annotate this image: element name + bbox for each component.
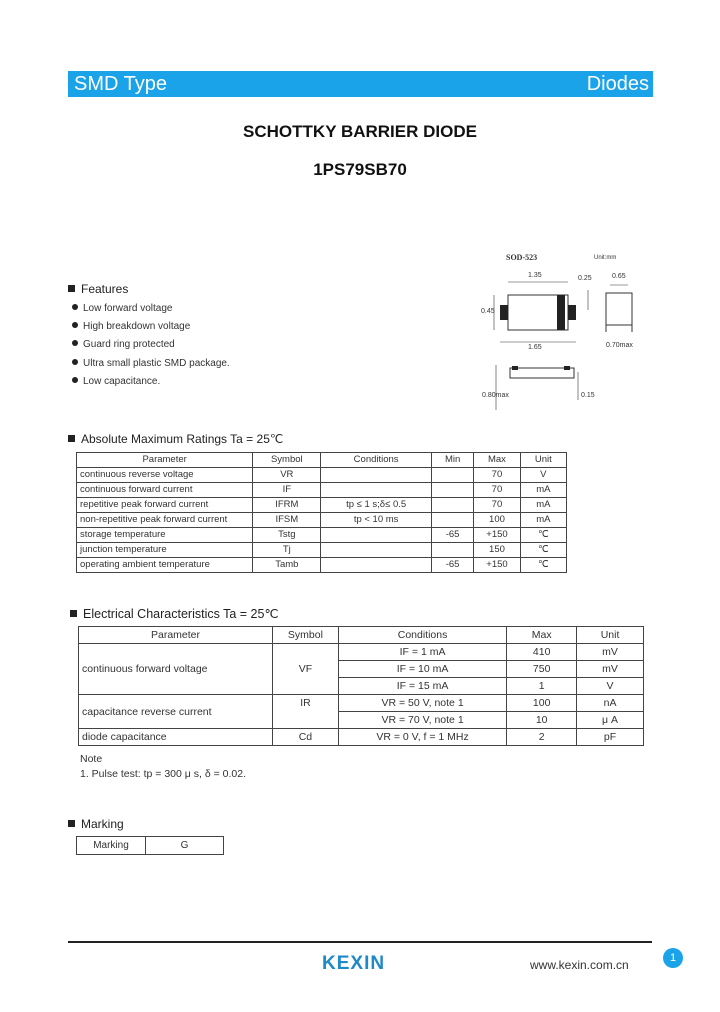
cell: mA bbox=[520, 498, 566, 513]
cell: 150 bbox=[474, 543, 520, 558]
cell: ℃ bbox=[520, 543, 566, 558]
dim-lead: 0.15 bbox=[581, 392, 595, 399]
abs-max-heading: Absolute Maximum Ratings Ta = 25℃ bbox=[68, 432, 283, 446]
cell: 100 bbox=[507, 695, 577, 712]
col-header: Unit bbox=[520, 453, 566, 468]
feature-item: Low capacitance. bbox=[72, 376, 160, 387]
page-number-badge: 1 bbox=[663, 948, 683, 968]
table-header-row bbox=[77, 453, 567, 468]
table-row bbox=[79, 644, 644, 661]
dim-right-top: 0.65 bbox=[612, 273, 626, 280]
dim-bottom: 1.65 bbox=[528, 344, 542, 351]
cell: IFRM bbox=[253, 498, 321, 513]
cell: ℃ bbox=[520, 528, 566, 543]
bullet-dot-icon bbox=[72, 377, 78, 383]
cell: capacitance reverse current bbox=[79, 695, 273, 729]
marking-table bbox=[76, 836, 224, 855]
cell: 410 bbox=[507, 644, 577, 661]
col-header: Min bbox=[431, 453, 473, 468]
dim-top: 1.35 bbox=[528, 272, 542, 279]
bullet-square-icon bbox=[68, 435, 75, 442]
package-name: SOD-523 bbox=[506, 253, 538, 262]
cell: ℃ bbox=[520, 558, 566, 573]
bullet-square-icon bbox=[68, 285, 75, 292]
cell: tp < 10 ms bbox=[321, 513, 432, 528]
table-row bbox=[77, 528, 567, 543]
feature-item: Ultra small plastic SMD package. bbox=[72, 358, 230, 369]
cell: non-repetitive peak forward current bbox=[77, 513, 253, 528]
table-row bbox=[77, 468, 567, 483]
table-row bbox=[77, 483, 567, 498]
cell: nA bbox=[577, 695, 644, 712]
dim-right: 0.70max bbox=[606, 342, 633, 349]
cell: +150 bbox=[474, 558, 520, 573]
package-unit: Unit:mm bbox=[594, 255, 617, 261]
feature-item: Low forward voltage bbox=[72, 303, 173, 314]
cell: μ A bbox=[577, 712, 644, 729]
header-type: Diodes bbox=[586, 73, 649, 95]
table-row bbox=[79, 695, 644, 712]
cell: VR = 50 V, note 1 bbox=[338, 695, 506, 712]
table-header-row bbox=[79, 627, 644, 644]
col-header: Conditions bbox=[321, 453, 432, 468]
cell: Tj bbox=[253, 543, 321, 558]
feature-item: High breakdown voltage bbox=[72, 321, 190, 332]
table-row bbox=[77, 498, 567, 513]
part-number: 1PS79SB70 bbox=[313, 160, 407, 179]
cell bbox=[431, 468, 473, 483]
cell: G bbox=[146, 837, 224, 855]
cell: IR bbox=[273, 695, 339, 729]
footer-url[interactable]: www.kexin.com.cn bbox=[530, 958, 629, 972]
cell: 70 bbox=[474, 468, 520, 483]
table-row bbox=[77, 837, 224, 855]
cell: continuous forward current bbox=[77, 483, 253, 498]
cell: 2 bbox=[507, 729, 577, 746]
cell bbox=[431, 498, 473, 513]
cell: pF bbox=[577, 729, 644, 746]
cell: tp ≤ 1 s;δ≤ 0.5 bbox=[321, 498, 432, 513]
cell bbox=[321, 543, 432, 558]
cell: IF bbox=[253, 483, 321, 498]
note-label: Note bbox=[80, 753, 103, 765]
cell: repetitive peak forward current bbox=[77, 498, 253, 513]
feature-item: Guard ring protected bbox=[72, 339, 175, 350]
cell: 100 bbox=[474, 513, 520, 528]
col-header: Parameter bbox=[79, 627, 273, 644]
cell bbox=[431, 543, 473, 558]
bullet-dot-icon bbox=[72, 322, 78, 328]
cell: VR bbox=[253, 468, 321, 483]
dim-side: 0.45 bbox=[481, 308, 495, 315]
cell: IF = 15 mA bbox=[338, 678, 506, 695]
electrical-table bbox=[78, 626, 644, 746]
cell: -65 bbox=[431, 558, 473, 573]
table-row bbox=[77, 543, 567, 558]
table-row bbox=[79, 729, 644, 746]
cell: IF = 10 mA bbox=[338, 661, 506, 678]
cell: Marking bbox=[77, 837, 146, 855]
cell: continuous reverse voltage bbox=[77, 468, 253, 483]
features-heading: Features bbox=[68, 282, 128, 296]
dim-left: 0.80max bbox=[482, 392, 509, 399]
col-header: Max bbox=[474, 453, 520, 468]
document-title: SCHOTTKY BARRIER DIODE bbox=[243, 122, 477, 141]
cell: Tstg bbox=[253, 528, 321, 543]
col-header: Parameter bbox=[77, 453, 253, 468]
cell: continuous forward voltage bbox=[79, 644, 273, 695]
col-header: Symbol bbox=[273, 627, 339, 644]
bullet-dot-icon bbox=[72, 340, 78, 346]
cell: 750 bbox=[507, 661, 577, 678]
col-header: Max bbox=[507, 627, 577, 644]
cell: V bbox=[520, 468, 566, 483]
cell: junction temperature bbox=[77, 543, 253, 558]
col-header: Unit bbox=[577, 627, 644, 644]
cell: 70 bbox=[474, 483, 520, 498]
bullet-dot-icon bbox=[72, 304, 78, 310]
cell: 1 bbox=[507, 678, 577, 695]
company-logo: KEXIN bbox=[322, 953, 386, 974]
cell: 70 bbox=[474, 498, 520, 513]
cell: Tamb bbox=[253, 558, 321, 573]
cell: VR = 70 V, note 1 bbox=[338, 712, 506, 729]
table-row bbox=[77, 513, 567, 528]
cell: mA bbox=[520, 513, 566, 528]
cell: 10 bbox=[507, 712, 577, 729]
bullet-dot-icon bbox=[72, 359, 78, 365]
note-text: 1. Pulse test: tp = 300 μ s, δ = 0.02. bbox=[80, 768, 246, 780]
cell: +150 bbox=[474, 528, 520, 543]
cell: V bbox=[577, 678, 644, 695]
marking-heading: Marking bbox=[68, 817, 124, 831]
col-header: Conditions bbox=[338, 627, 506, 644]
cell: mA bbox=[520, 483, 566, 498]
cell: diode capacitance bbox=[79, 729, 273, 746]
header-banner bbox=[68, 71, 653, 97]
cell: mV bbox=[577, 661, 644, 678]
electrical-heading: Electrical Characteristics Ta = 25℃ bbox=[70, 606, 278, 621]
cell bbox=[321, 483, 432, 498]
cell bbox=[321, 468, 432, 483]
header-category: SMD Type bbox=[74, 73, 167, 95]
cell bbox=[431, 483, 473, 498]
cell: operating ambient temperature bbox=[77, 558, 253, 573]
cell: VR = 0 V, f = 1 MHz bbox=[338, 729, 506, 746]
table-row bbox=[77, 558, 567, 573]
cell bbox=[321, 558, 432, 573]
col-header: Symbol bbox=[253, 453, 321, 468]
bullet-square-icon bbox=[68, 820, 75, 827]
cell: IFSM bbox=[253, 513, 321, 528]
footer-divider bbox=[68, 941, 652, 943]
package-drawing bbox=[478, 250, 648, 420]
cell: VF bbox=[273, 644, 339, 695]
abs-max-table bbox=[76, 452, 567, 573]
cell: IF = 1 mA bbox=[338, 644, 506, 661]
dim-small: 0.25 bbox=[578, 275, 592, 282]
cell: Cd bbox=[273, 729, 339, 746]
cell: -65 bbox=[431, 528, 473, 543]
cell: storage temperature bbox=[77, 528, 253, 543]
cell: mV bbox=[577, 644, 644, 661]
cell bbox=[431, 513, 473, 528]
cell bbox=[321, 528, 432, 543]
bullet-square-icon bbox=[70, 610, 77, 617]
